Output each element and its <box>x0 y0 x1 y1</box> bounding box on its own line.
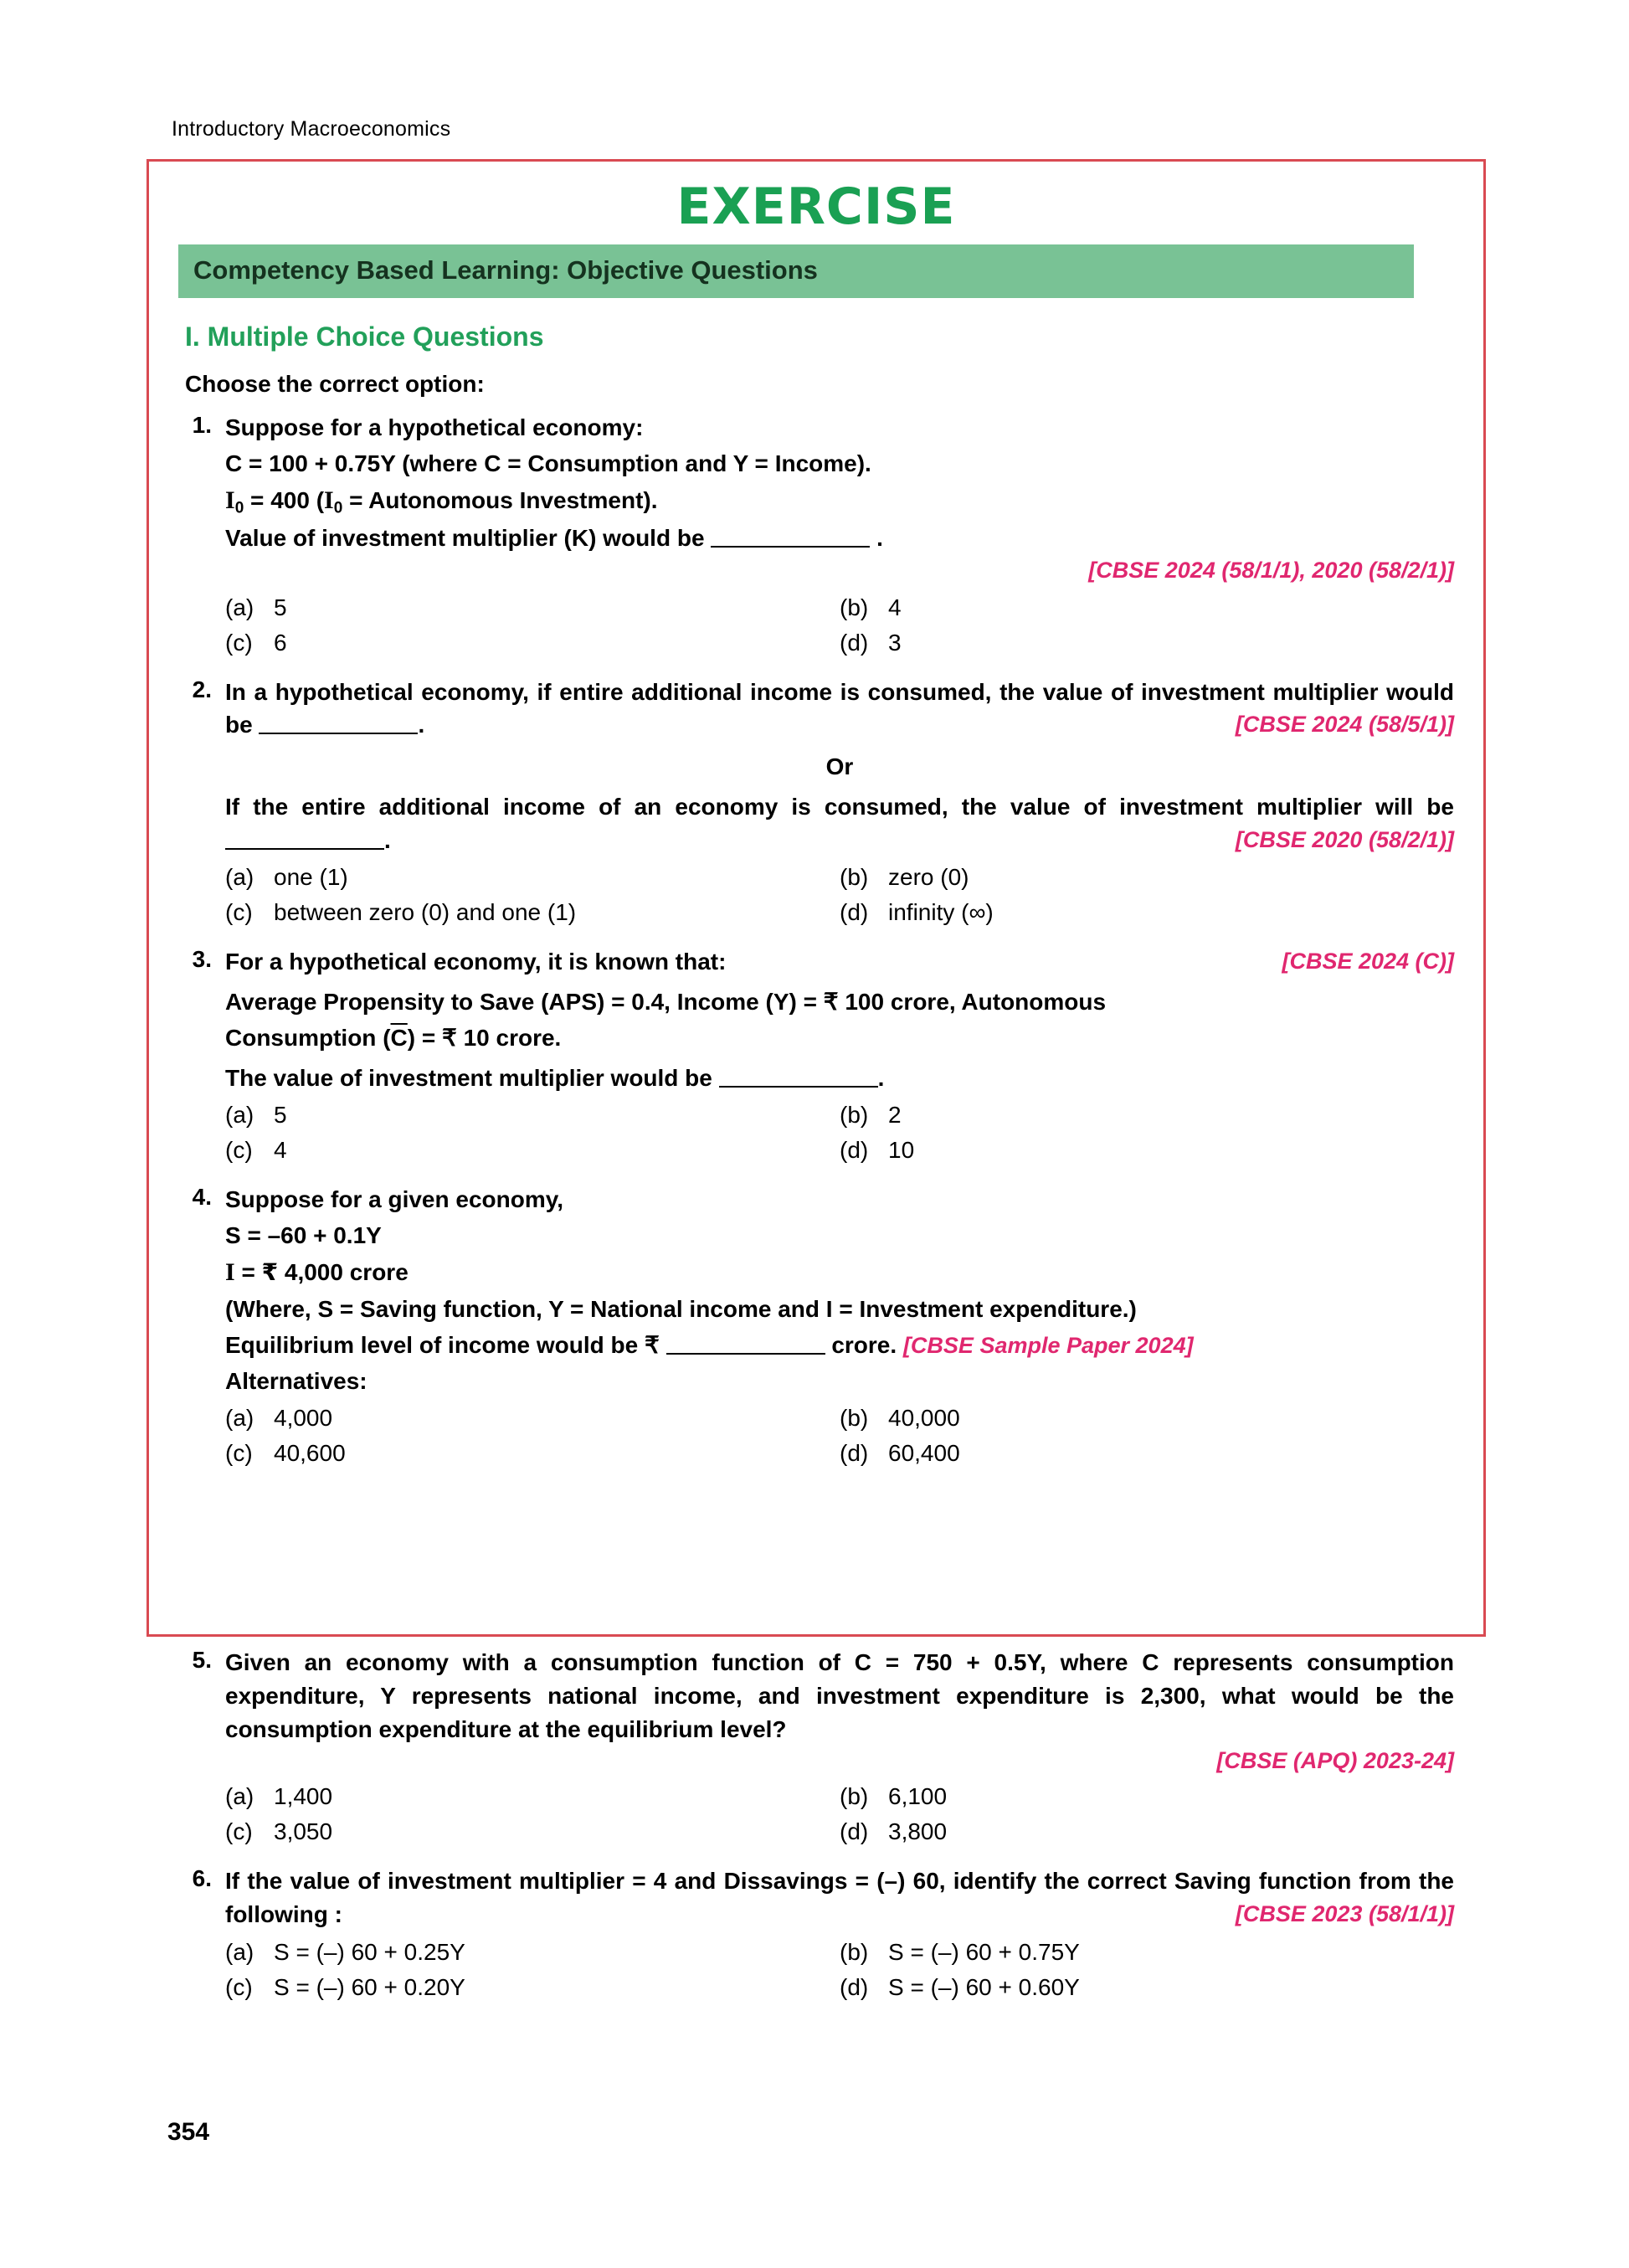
question-line: S = –60 + 0.1Y <box>225 1222 382 1249</box>
or-divider: Or <box>825 753 854 780</box>
fill-blank[interactable] <box>711 524 870 548</box>
option-c[interactable] <box>225 1436 840 1471</box>
competency-banner: Competency Based Learning: Objective Questions <box>178 244 1414 298</box>
symbol-I: I <box>225 1257 235 1286</box>
option-text: 60,400 <box>888 1439 960 1466</box>
option-label: (a) <box>225 1938 254 1965</box>
option-label: (c) <box>225 1137 253 1164</box>
question-alt-main: If the entire additional income of an economy is consumed, the value of investment multiplier will be <box>225 793 1454 820</box>
exercise-content <box>146 159 1486 1471</box>
option-label: (c) <box>225 899 253 926</box>
rupee-icon: ₹ <box>261 1257 279 1286</box>
symbol-I: I <box>324 486 334 514</box>
option-text: 2 <box>888 1102 902 1129</box>
source-citation: [CBSE (APQ) 2023-24] <box>1216 1748 1454 1774</box>
subscript-zero: 0 <box>333 498 343 517</box>
option-text: 4,000 <box>274 1404 333 1431</box>
question-text <box>225 945 1454 979</box>
option-b[interactable] <box>840 860 1454 895</box>
option-label: (b) <box>840 1938 869 1965</box>
option-a[interactable] <box>225 1935 840 1970</box>
question-where-line: (Where, S = Saving function, Y = National income and I = Investment expenditure.) <box>225 1296 1137 1323</box>
option-text: 3,800 <box>888 1818 948 1845</box>
question-main-text: In a hypothetical economy, if entire additional income is consumed, the value of investment multiplier would be <box>225 678 1454 738</box>
option-label: (d) <box>840 629 869 656</box>
option-text: 40,000 <box>888 1404 960 1431</box>
question-main-text: For a hypothetical economy, it is known that: <box>225 949 727 975</box>
option-label: (d) <box>840 1137 869 1164</box>
option-text: zero (0) <box>888 864 969 891</box>
option-group <box>225 1098 1454 1168</box>
source-citation: [CBSE 2024 (58/5/1)] <box>1235 712 1454 738</box>
option-label: (d) <box>840 899 869 926</box>
source-citation: [CBSE 2024 (58/1/1), 2020 (58/2/1)] <box>1088 557 1454 583</box>
question-body <box>225 1646 1454 1849</box>
option-text: 40,600 <box>274 1439 346 1466</box>
question-item <box>178 1864 1454 2005</box>
option-d[interactable] <box>840 895 1454 930</box>
option-text: 1,400 <box>274 1783 333 1810</box>
question-item <box>178 1646 1454 1849</box>
page-number: 354 <box>167 2118 210 2146</box>
option-a[interactable] <box>225 1098 840 1133</box>
blank-tail: . <box>418 712 425 738</box>
option-b[interactable] <box>840 1401 1454 1436</box>
option-label: (b) <box>840 864 869 891</box>
question-line: Suppose for a hypothetical economy: <box>225 414 644 440</box>
option-group <box>225 1779 1454 1849</box>
option-d[interactable] <box>840 625 1454 661</box>
question-body <box>225 411 1454 661</box>
blank-prompt-text: Value of investment multiplier (K) would be <box>225 524 705 551</box>
fill-blank[interactable] <box>719 1064 878 1088</box>
option-text: 5 <box>274 594 287 620</box>
fill-blank[interactable] <box>225 826 384 850</box>
question-main-text: If the value of investment multiplier = 4 and Dissavings = (–) 60, identify the correct Saving function from the following : <box>225 1868 1454 1927</box>
option-text: 4 <box>888 594 902 620</box>
question-detail-line-2 <box>225 1021 1454 1055</box>
question-line-investment: I = ₹ 4,000 crore <box>225 1257 409 1286</box>
option-group <box>225 1935 1454 2005</box>
option-d[interactable] <box>840 1814 1454 1849</box>
option-text: one (1) <box>274 864 348 891</box>
c-bar-symbol: $\overline{C}$ <box>390 1024 408 1051</box>
question-item <box>178 411 1454 661</box>
option-d[interactable] <box>840 1436 1454 1471</box>
option-b[interactable] <box>840 1935 1454 1970</box>
question-line: C = 100 + 0.75Y (where C = Consumption and Y = Income). <box>225 450 871 476</box>
option-group <box>225 1401 1454 1471</box>
question-item <box>178 1183 1454 1470</box>
subscript-zero: 0 <box>234 498 244 517</box>
option-text: infinity (∞) <box>888 899 994 926</box>
equilibrium-suffix: crore. <box>831 1332 897 1359</box>
option-text: 3,050 <box>274 1818 333 1845</box>
option-label: (a) <box>225 1783 254 1810</box>
option-b[interactable] <box>840 590 1454 625</box>
source-citation: [CBSE 2024 (C)] <box>1282 949 1454 975</box>
option-label: (d) <box>840 1973 869 2000</box>
option-a[interactable] <box>225 590 840 625</box>
option-text: 6 <box>274 629 287 656</box>
question-body <box>225 1864 1454 2005</box>
value-prompt: The value of investment multiplier would be <box>225 1064 712 1091</box>
question-text <box>225 1864 1454 1931</box>
question-line-blank <box>225 522 1454 555</box>
fill-blank[interactable] <box>666 1331 825 1355</box>
alternatives-label: Alternatives: <box>225 1367 367 1394</box>
question-item <box>178 945 1454 1168</box>
option-label: (a) <box>225 1102 254 1129</box>
blank-tail: . <box>876 524 883 551</box>
question-body <box>225 1183 1454 1470</box>
option-a[interactable] <box>225 860 840 895</box>
question-value-line <box>225 1062 1454 1095</box>
option-label: (a) <box>225 864 254 891</box>
option-label: (a) <box>225 594 254 620</box>
question-number: 5. <box>192 1647 212 1673</box>
source-citation: [CBSE Sample Paper 2024] <box>902 1333 1194 1359</box>
symbol-I: I <box>225 486 235 514</box>
option-c[interactable] <box>225 1970 840 2005</box>
question-list <box>178 411 1454 1471</box>
option-b[interactable] <box>840 1779 1454 1814</box>
equilibrium-prefix: Equilibrium level of income would be ₹ <box>225 1332 660 1359</box>
option-a[interactable] <box>225 1401 840 1436</box>
option-b[interactable] <box>840 1098 1454 1133</box>
question-number: 4. <box>192 1184 212 1211</box>
option-label: (b) <box>840 1783 869 1810</box>
source-citation: [CBSE 2020 (58/2/1)] <box>1235 826 1454 852</box>
question-text <box>225 676 1454 743</box>
question-number: 2. <box>192 676 212 702</box>
option-label: (d) <box>840 1439 869 1466</box>
option-c[interactable] <box>225 625 840 661</box>
option-label: (c) <box>225 1439 253 1466</box>
blank-tail: . <box>384 826 391 853</box>
option-text: 3 <box>888 629 902 656</box>
detail-prefix: Consumption ( <box>225 1024 391 1051</box>
option-text: S = (–) 60 + 0.60Y <box>888 1973 1080 2000</box>
option-group <box>225 860 1454 930</box>
option-text: 4 <box>274 1137 287 1164</box>
option-a[interactable] <box>225 1779 840 1814</box>
option-d[interactable] <box>840 1970 1454 2005</box>
option-text: S = (–) 60 + 0.25Y <box>274 1938 465 1965</box>
question-body <box>225 676 1454 931</box>
option-text: between zero (0) and one (1) <box>274 899 577 926</box>
option-label: (b) <box>840 1102 869 1129</box>
outside-box-questions <box>146 1646 1486 2005</box>
option-label: (b) <box>840 1404 869 1431</box>
detail-suffix: ) = ₹ 10 crore. <box>407 1024 562 1051</box>
question-detail-line: Average Propensity to Save (APS) = 0.4, Income (Y) = ₹ 100 crore, Autonomous <box>225 989 1107 1016</box>
option-label: (b) <box>840 594 869 620</box>
instruction-text: Choose the correct option: <box>185 371 485 397</box>
option-text: S = (–) 60 + 0.20Y <box>274 1973 465 2000</box>
option-text: 5 <box>274 1102 287 1129</box>
section-title: I. Multiple Choice Questions <box>185 321 544 352</box>
question-line-investment: $I_0 = 400$ ($I_0$ = Autonomous Investment). <box>225 486 658 517</box>
question-item <box>178 676 1454 931</box>
option-c[interactable] <box>225 895 840 930</box>
question-body <box>225 945 1454 1168</box>
option-label: (c) <box>225 1973 253 2000</box>
option-d[interactable] <box>840 1133 1454 1168</box>
option-text: S = (–) 60 + 0.75Y <box>888 1938 1080 1965</box>
page-title: EXERCISE <box>676 177 956 236</box>
option-c[interactable] <box>225 1814 840 1849</box>
question-text: Given an economy with a consumption function of C = 750 + 0.5Y, where C represents consumption expenditure, Y represents national income, and investment expenditure is 2,300, what would be the consumption expenditure at the equilibrium level? <box>225 1649 1454 1742</box>
option-group <box>225 590 1454 661</box>
question-number: 3. <box>192 946 212 973</box>
option-label: (c) <box>225 629 253 656</box>
fill-blank[interactable] <box>259 711 418 734</box>
question-number: 6. <box>192 1865 212 1892</box>
source-citation: [CBSE 2023 (58/1/1)] <box>1235 1901 1454 1926</box>
option-text: 10 <box>888 1137 915 1164</box>
question-line: Suppose for a given economy, <box>225 1186 564 1213</box>
option-label: (c) <box>225 1818 253 1845</box>
option-c[interactable] <box>225 1133 840 1168</box>
running-head: Introductory Macroeconomics <box>172 117 451 141</box>
blank-tail: . <box>877 1064 885 1091</box>
option-label: (d) <box>840 1818 869 1845</box>
option-label: (a) <box>225 1404 254 1431</box>
question-equilibrium-line <box>225 1329 1454 1362</box>
question-alt-text <box>225 790 1454 857</box>
option-text: 6,100 <box>888 1783 948 1810</box>
question-number: 1. <box>192 412 212 438</box>
